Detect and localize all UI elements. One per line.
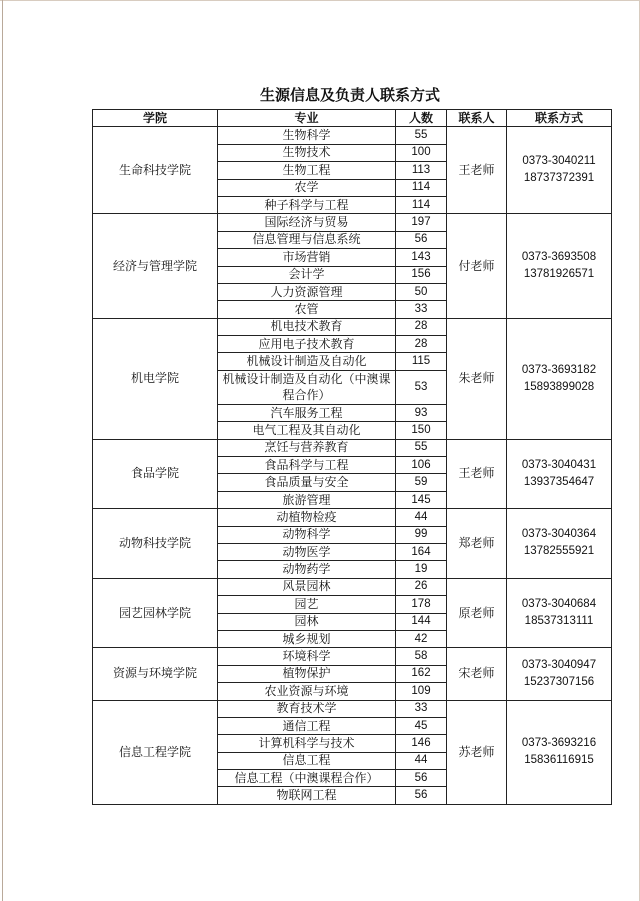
mobile-phone: 13782555921 — [523, 545, 595, 558]
table-body — [93, 127, 612, 804]
major-name-cell: 信息工程（中澳课程合作） — [218, 770, 396, 787]
contact-phone-cell — [507, 127, 612, 214]
major-name-cell: 农管 — [218, 301, 396, 318]
contact-person-cell: 付老师 — [447, 214, 507, 318]
mobile-phone: 15836116915 — [524, 754, 594, 767]
student-count-cell: 146 — [396, 735, 447, 752]
mobile-phone: 15237307156 — [523, 675, 595, 688]
contact-phone-cell — [507, 509, 612, 579]
major-name-cell: 烹饪与营养教育 — [218, 439, 396, 456]
student-count-cell: 19 — [396, 561, 447, 578]
student-count-cell: 58 — [396, 648, 447, 665]
admissions-contact-table — [92, 109, 612, 805]
contact-phone-cell — [507, 214, 612, 318]
major-name-cell: 生物技术 — [218, 144, 396, 161]
major-name-cell: 动物医学 — [218, 543, 396, 560]
major-name-cell: 生物科学 — [218, 127, 396, 144]
student-count-cell: 44 — [396, 752, 447, 769]
page-edge-top — [0, 0, 640, 1]
student-count-cell: 55 — [396, 127, 447, 144]
major-name-cell: 电气工程及其自动化 — [218, 422, 396, 439]
student-count-cell: 33 — [396, 700, 447, 717]
college-name-cell: 动物科技学院 — [93, 509, 218, 579]
student-count-cell: 93 — [396, 404, 447, 421]
college-name-cell: 经济与管理学院 — [93, 214, 218, 318]
table-row — [93, 439, 612, 456]
major-name-cell: 应用电子技术教育 — [218, 336, 396, 353]
header-phone: 联系方式 — [507, 110, 612, 127]
table-row — [93, 700, 612, 717]
office-phone: 0373-3040364 — [521, 528, 597, 541]
major-name-cell: 国际经济与贸易 — [218, 214, 396, 231]
student-count-cell: 55 — [396, 439, 447, 456]
contact-phone-cell — [507, 700, 612, 804]
major-name-cell: 旅游管理 — [218, 491, 396, 508]
major-name-cell: 农学 — [218, 179, 396, 196]
mobile-phone: 18537313111 — [524, 615, 594, 628]
college-name-cell: 信息工程学院 — [93, 700, 218, 804]
major-name-cell: 会计学 — [218, 266, 396, 283]
student-count-cell: 113 — [396, 162, 447, 179]
college-name-cell: 机电学院 — [93, 318, 218, 439]
contact-person-cell: 王老师 — [447, 127, 507, 214]
major-name-cell: 计算机科学与技术 — [218, 735, 396, 752]
student-count-cell: 178 — [396, 596, 447, 613]
major-name-cell: 植物保护 — [218, 665, 396, 682]
contact-person-cell: 郑老师 — [447, 509, 507, 579]
major-name-cell: 市场营销 — [218, 249, 396, 266]
student-count-cell: 50 — [396, 283, 447, 300]
major-name-cell: 汽车服务工程 — [218, 404, 396, 421]
contact-person-cell: 朱老师 — [447, 318, 507, 439]
header-contact: 联系人 — [447, 110, 507, 127]
contact-phone-cell — [507, 578, 612, 648]
office-phone: 0373-3040684 — [521, 598, 597, 611]
student-count-cell: 33 — [396, 301, 447, 318]
major-name-cell: 教育技术学 — [218, 700, 396, 717]
student-count-cell: 56 — [396, 231, 447, 248]
office-phone: 0373-3693182 — [521, 363, 597, 376]
contact-phone-cell — [507, 318, 612, 439]
college-name-cell: 资源与环境学院 — [93, 648, 218, 700]
student-count-cell: 100 — [396, 144, 447, 161]
office-phone: 0373-3693216 — [521, 737, 597, 750]
student-count-cell: 150 — [396, 422, 447, 439]
major-name-cell: 通信工程 — [218, 717, 396, 734]
college-name-cell: 食品学院 — [93, 439, 218, 509]
major-name-cell: 种子科学与工程 — [218, 196, 396, 213]
contact-person-cell: 苏老师 — [447, 700, 507, 804]
major-name-cell: 农业资源与环境 — [218, 683, 396, 700]
table-row — [93, 127, 612, 144]
student-count-cell: 26 — [396, 578, 447, 595]
major-name-cell: 信息工程 — [218, 752, 396, 769]
major-name-cell: 机械设计制造及自动化 — [218, 353, 396, 370]
student-count-cell: 156 — [396, 266, 447, 283]
student-count-cell: 56 — [396, 770, 447, 787]
document-title: 生源信息及负责人联系方式 — [259, 86, 440, 104]
student-count-cell: 45 — [396, 717, 447, 734]
student-count-cell: 59 — [396, 474, 447, 491]
major-name-cell: 环境科学 — [218, 648, 396, 665]
header-major: 专业 — [218, 110, 396, 127]
student-count-cell: 114 — [396, 196, 447, 213]
major-name-cell: 风景园林 — [218, 578, 396, 595]
table-header-row — [93, 110, 612, 127]
office-phone: 0373-3040431 — [521, 458, 597, 471]
office-phone: 0373-3040211 — [522, 155, 596, 168]
table-row — [93, 214, 612, 231]
major-name-cell: 物联网工程 — [218, 787, 396, 804]
student-count-cell: 197 — [396, 214, 447, 231]
major-name-cell: 城乡规划 — [218, 630, 396, 647]
major-name-cell: 园林 — [218, 613, 396, 630]
office-phone: 0373-3693508 — [521, 251, 597, 264]
student-count-cell: 106 — [396, 457, 447, 474]
student-count-cell: 56 — [396, 787, 447, 804]
office-phone: 0373-3040947 — [521, 658, 597, 671]
student-count-cell: 162 — [396, 665, 447, 682]
table-row — [93, 578, 612, 595]
header-count: 人数 — [396, 110, 447, 127]
student-count-cell: 144 — [396, 613, 447, 630]
student-count-cell: 145 — [396, 491, 447, 508]
mobile-phone: 13781926571 — [523, 268, 595, 281]
contact-person-cell: 宋老师 — [447, 648, 507, 700]
student-count-cell: 164 — [396, 543, 447, 560]
mobile-phone: 13937354647 — [523, 475, 595, 488]
contact-phone-cell — [507, 648, 612, 700]
table-row — [93, 318, 612, 335]
mobile-phone: 18737372391 — [523, 172, 595, 185]
major-name-cell: 动物科学 — [218, 526, 396, 543]
table-row — [93, 648, 612, 665]
major-name-cell: 机电技术教育 — [218, 318, 396, 335]
page-edge-left — [2, 0, 3, 901]
major-name-cell: 机械设计制造及自动化（中澳课程合作） — [218, 370, 396, 404]
major-name-cell: 动物药学 — [218, 561, 396, 578]
student-count-cell: 53 — [396, 370, 447, 404]
student-count-cell: 114 — [396, 179, 447, 196]
student-count-cell: 115 — [396, 353, 447, 370]
college-name-cell: 生命科技学院 — [93, 127, 218, 214]
student-count-cell: 28 — [396, 336, 447, 353]
major-name-cell: 园艺 — [218, 596, 396, 613]
major-name-cell: 生物工程 — [218, 162, 396, 179]
college-name-cell: 园艺园林学院 — [93, 578, 218, 648]
mobile-phone: 15893899028 — [523, 380, 595, 393]
major-name-cell: 人力资源管理 — [218, 283, 396, 300]
contact-phone-cell — [507, 439, 612, 509]
student-count-cell: 143 — [396, 249, 447, 266]
student-count-cell: 99 — [396, 526, 447, 543]
major-name-cell: 食品质量与安全 — [218, 474, 396, 491]
student-count-cell: 109 — [396, 683, 447, 700]
header-college: 学院 — [93, 110, 218, 127]
contact-person-cell: 原老师 — [447, 578, 507, 648]
student-count-cell: 44 — [396, 509, 447, 526]
contact-person-cell: 王老师 — [447, 439, 507, 509]
major-name-cell: 信息管理与信息系统 — [218, 231, 396, 248]
student-count-cell: 28 — [396, 318, 447, 335]
major-name-cell: 动植物检疫 — [218, 509, 396, 526]
student-count-cell: 42 — [396, 630, 447, 647]
major-name-cell: 食品科学与工程 — [218, 457, 396, 474]
table-row — [93, 509, 612, 526]
